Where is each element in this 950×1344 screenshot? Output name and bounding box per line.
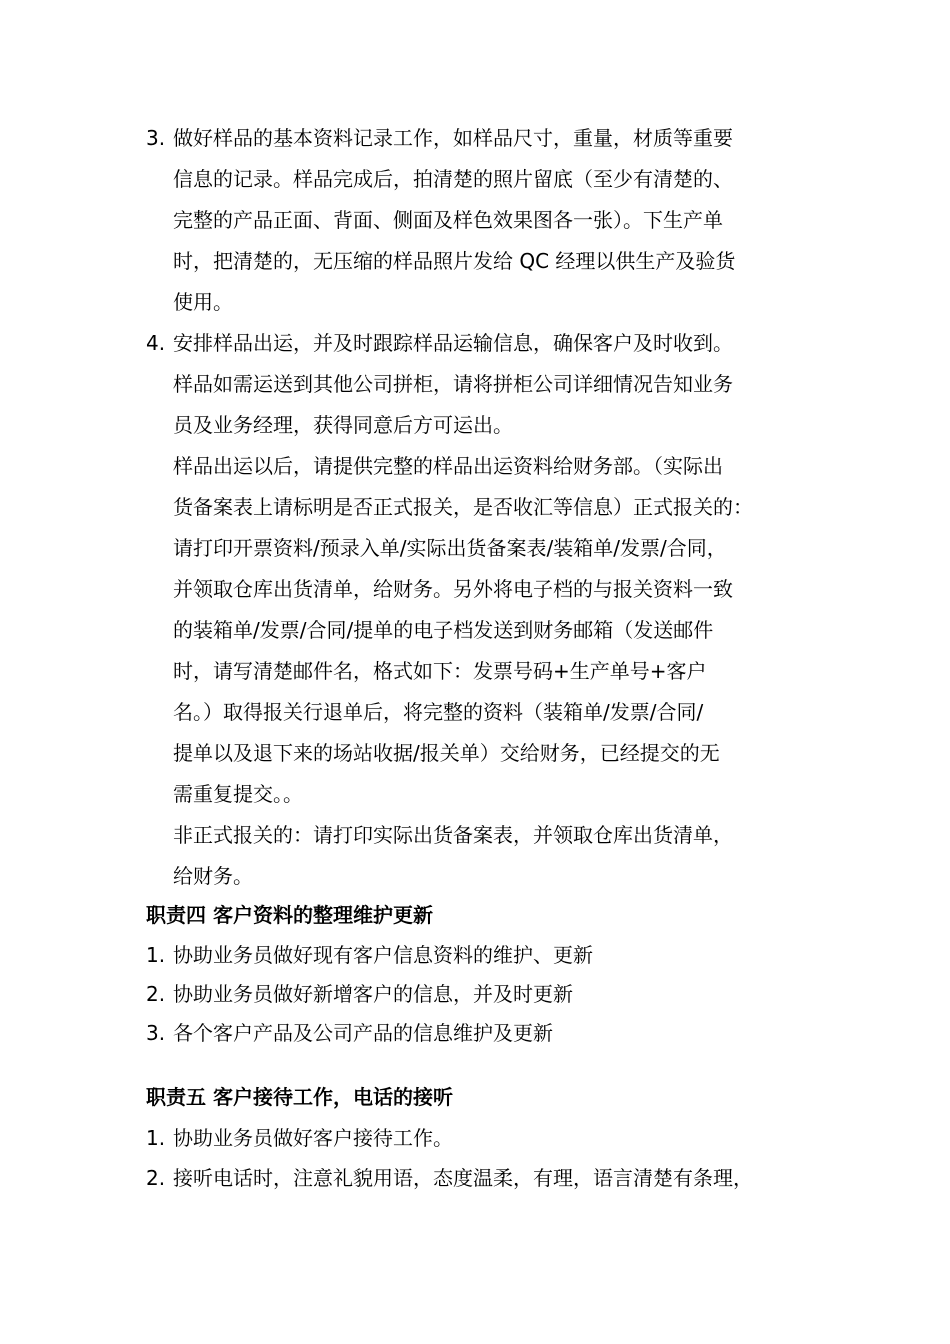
item3-line-3: 完整的产品正面、背面、侧面及样色效果图各一张）。下生产单	[173, 208, 723, 232]
item4-line-11: 提单以及退下来的场站收据/报关单）交给财务，已经提交的无	[173, 741, 720, 765]
section4-item3-number: 3.	[146, 1021, 166, 1045]
section5-item1-text: 协助业务员做好客户接待工作。	[173, 1126, 453, 1150]
item3-line-2: 信息的记录。样品完成后，拍清楚的照片留底（至少有清楚的、	[173, 167, 733, 191]
item3-line-5: 使用。	[173, 290, 233, 314]
section4-heading: 职责四 客户资料的整理维护更新	[146, 903, 433, 927]
item3-line-1: 做好样品的基本资料记录工作，如样品尺寸，重量，材质等重要	[173, 126, 733, 150]
item4-line-2: 样品如需运送到其他公司拼柜，请将拼柜公司详细情况告知业务	[173, 372, 733, 396]
item4-line-14: 给财务。	[173, 864, 253, 888]
section5-heading: 职责五 客户接待工作，电话的接听	[146, 1085, 453, 1109]
section5-item2-text: 接听电话时，注意礼貌用语，态度温柔，有理，语言清楚有条理，	[173, 1166, 753, 1190]
section4-item1-text: 协助业务员做好现有客户信息资料的维护、更新	[173, 943, 593, 967]
item4-line-8: 的装箱单/发票/合同/提单的电子档发送到财务邮箱（发送邮件	[173, 618, 714, 642]
item4-line-5: 货备案表上请标明是否正式报关，是否收汇等信息）正式报关的：	[173, 495, 753, 519]
section4-item2-number: 2.	[146, 982, 166, 1006]
section4-item3-text: 各个客户产品及公司产品的信息维护及更新	[173, 1021, 553, 1045]
item4-line-9: 时，请写清楚邮件名，格式如下：发票号码+生产单号+客户	[173, 659, 707, 683]
item4-number: 4.	[146, 331, 166, 355]
item4-line-13: 非正式报关的：请打印实际出货备案表，并领取仓库出货清单，	[173, 823, 733, 847]
section5-item1-number: 1.	[146, 1126, 166, 1150]
item4-line-6: 请打印开票资料/预录入单/实际出货备案表/装箱单/发票/合同，	[173, 536, 727, 560]
item3-number: 3.	[146, 126, 166, 150]
section5-item2-number: 2.	[146, 1166, 166, 1190]
section4-item2-text: 协助业务员做好新增客户的信息，并及时更新	[173, 982, 573, 1006]
item4-line-12: 需重复提交。。	[173, 782, 303, 806]
item3-line-4: 时，把清楚的，无压缩的样品照片发给 QC 经理以供生产及验货	[173, 249, 736, 273]
section4-item1-number: 1.	[146, 943, 166, 967]
item4-line-10: 名。）取得报关行退单后，将完整的资料（装箱单/发票/合同/	[173, 700, 704, 724]
item4-line-4: 样品出运以后，请提供完整的样品出运资料给财务部。（实际出	[173, 454, 723, 478]
item4-line-1: 安排样品出运，并及时跟踪样品运输信息，确保客户及时收到。	[173, 331, 733, 355]
item4-line-7: 并领取仓库出货清单，给财务。另外将电子档的与报关资料一致	[173, 577, 733, 601]
item4-line-3: 员及业务经理，获得同意后方可运出。	[173, 413, 513, 437]
